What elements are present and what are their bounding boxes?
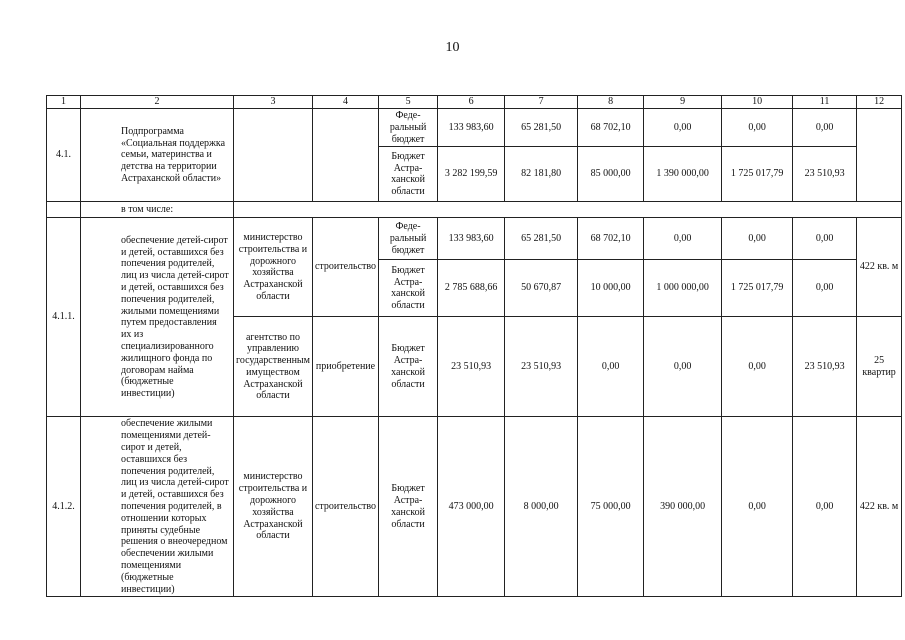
executor-name: агентство по управлению государственным имуществом Астраханской области <box>234 317 313 417</box>
table-row <box>47 109 902 147</box>
column-number: 12 <box>857 96 902 109</box>
funding-source: Бюджет Астра-ханской области <box>379 147 438 202</box>
column-number: 9 <box>644 96 722 109</box>
amount-cell: 0,00 <box>644 109 722 147</box>
column-number: 2 <box>81 96 234 109</box>
amount-cell: 0,00 <box>722 218 793 260</box>
amount-cell: 8 000,00 <box>505 417 578 597</box>
activity-name: обеспечение жилыми помещениями детей-сирот и детей, оставшихся без попечения родителей, лиц из числа детей-сирот и детей, оставшихся без попечения родителей, в отношении которых приняты судебные решения о внеочередном обеспечении жилыми помещениями (бюджетные инвестиции) <box>81 417 234 597</box>
amount-cell: 75 000,00 <box>578 417 644 597</box>
column-number: 6 <box>438 96 505 109</box>
amount-cell: 473 000,00 <box>438 417 505 597</box>
amount-cell: 0,00 <box>722 317 793 417</box>
amount-cell: 10 000,00 <box>578 260 644 317</box>
amount-cell: 0,00 <box>793 417 857 597</box>
type-cell <box>312 109 378 202</box>
amount-cell: 68 702,10 <box>578 218 644 260</box>
amount-cell: 85 000,00 <box>578 147 644 202</box>
amount-cell: 23 510,93 <box>505 317 578 417</box>
column-number: 11 <box>793 96 857 109</box>
amount-cell: 0,00 <box>793 109 857 147</box>
including-label: в том числе: <box>81 202 234 218</box>
column-number-row <box>47 96 902 109</box>
amount-cell: 0,00 <box>644 218 722 260</box>
amount-cell: 1 725 017,79 <box>722 260 793 317</box>
empty-cell <box>47 202 81 218</box>
executor-cell <box>234 109 313 202</box>
empty-cell <box>234 202 902 218</box>
row-code: 4.1. <box>47 109 81 202</box>
funding-source: Бюджет Астра-ханской области <box>379 260 438 317</box>
column-number: 3 <box>234 96 313 109</box>
amount-cell: 68 702,10 <box>578 109 644 147</box>
row-code: 4.1.1. <box>47 218 81 417</box>
column-number: 7 <box>505 96 578 109</box>
page-number: 10 <box>445 40 460 55</box>
amount-cell: 0,00 <box>644 317 722 417</box>
result-value: 422 кв. м <box>857 417 902 597</box>
table-row <box>47 202 902 218</box>
executor-name: министерство строительства и дорожного хозяйства Астраханской области <box>234 417 313 597</box>
result-value: 25 квартир <box>857 317 902 417</box>
result-value: 422 кв. м <box>857 218 902 317</box>
row-code: 4.1.2. <box>47 417 81 597</box>
activity-name: обеспечение детей-сирот и детей, оставшихся без попечения родителей, лиц из числа детей-сирот и детей, оставшихся без попечения родителей, жилыми помещениями путем предоставления их из специализированного жилищного фонда по договорам найма (бюджетные инвестиции) <box>81 218 234 417</box>
amount-cell: 0,00 <box>793 260 857 317</box>
activity-type: строительство <box>312 218 378 317</box>
funding-source: Феде-ральный бюджет <box>379 218 438 260</box>
amount-cell: 1 000 000,00 <box>644 260 722 317</box>
budget-table <box>46 95 902 597</box>
result-cell <box>857 109 902 202</box>
amount-cell: 1 390 000,00 <box>644 147 722 202</box>
amount-cell: 23 510,93 <box>793 147 857 202</box>
amount-cell: 133 983,60 <box>438 109 505 147</box>
table-row <box>47 218 902 260</box>
amount-cell: 3 282 199,59 <box>438 147 505 202</box>
column-number: 10 <box>722 96 793 109</box>
column-number: 4 <box>312 96 378 109</box>
subprogram-name: Подпрограмма «Социальная поддержка семьи, материнства и детства на территории Астраханской области» <box>81 109 234 202</box>
amount-cell: 2 785 688,66 <box>438 260 505 317</box>
amount-cell: 1 725 017,79 <box>722 147 793 202</box>
amount-cell: 0,00 <box>722 417 793 597</box>
column-number: 1 <box>47 96 81 109</box>
amount-cell: 23 510,93 <box>793 317 857 417</box>
amount-cell: 0,00 <box>722 109 793 147</box>
amount-cell: 65 281,50 <box>505 109 578 147</box>
amount-cell: 23 510,93 <box>438 317 505 417</box>
amount-cell: 133 983,60 <box>438 218 505 260</box>
amount-cell: 0,00 <box>793 218 857 260</box>
executor-name: министерство строительства и дорожного хозяйства Астраханской области <box>234 218 313 317</box>
funding-source: Феде-ральный бюджет <box>379 109 438 147</box>
table-row <box>47 417 902 597</box>
amount-cell: 50 670,87 <box>505 260 578 317</box>
column-number: 5 <box>379 96 438 109</box>
amount-cell: 390 000,00 <box>644 417 722 597</box>
funding-source: Бюджет Астра-ханской области <box>379 317 438 417</box>
amount-cell: 0,00 <box>578 317 644 417</box>
activity-type: приобретение <box>312 317 378 417</box>
funding-source: Бюджет Астра-ханской области <box>379 417 438 597</box>
amount-cell: 82 181,80 <box>505 147 578 202</box>
activity-type: строительство <box>312 417 378 597</box>
amount-cell: 65 281,50 <box>505 218 578 260</box>
column-number: 8 <box>578 96 644 109</box>
